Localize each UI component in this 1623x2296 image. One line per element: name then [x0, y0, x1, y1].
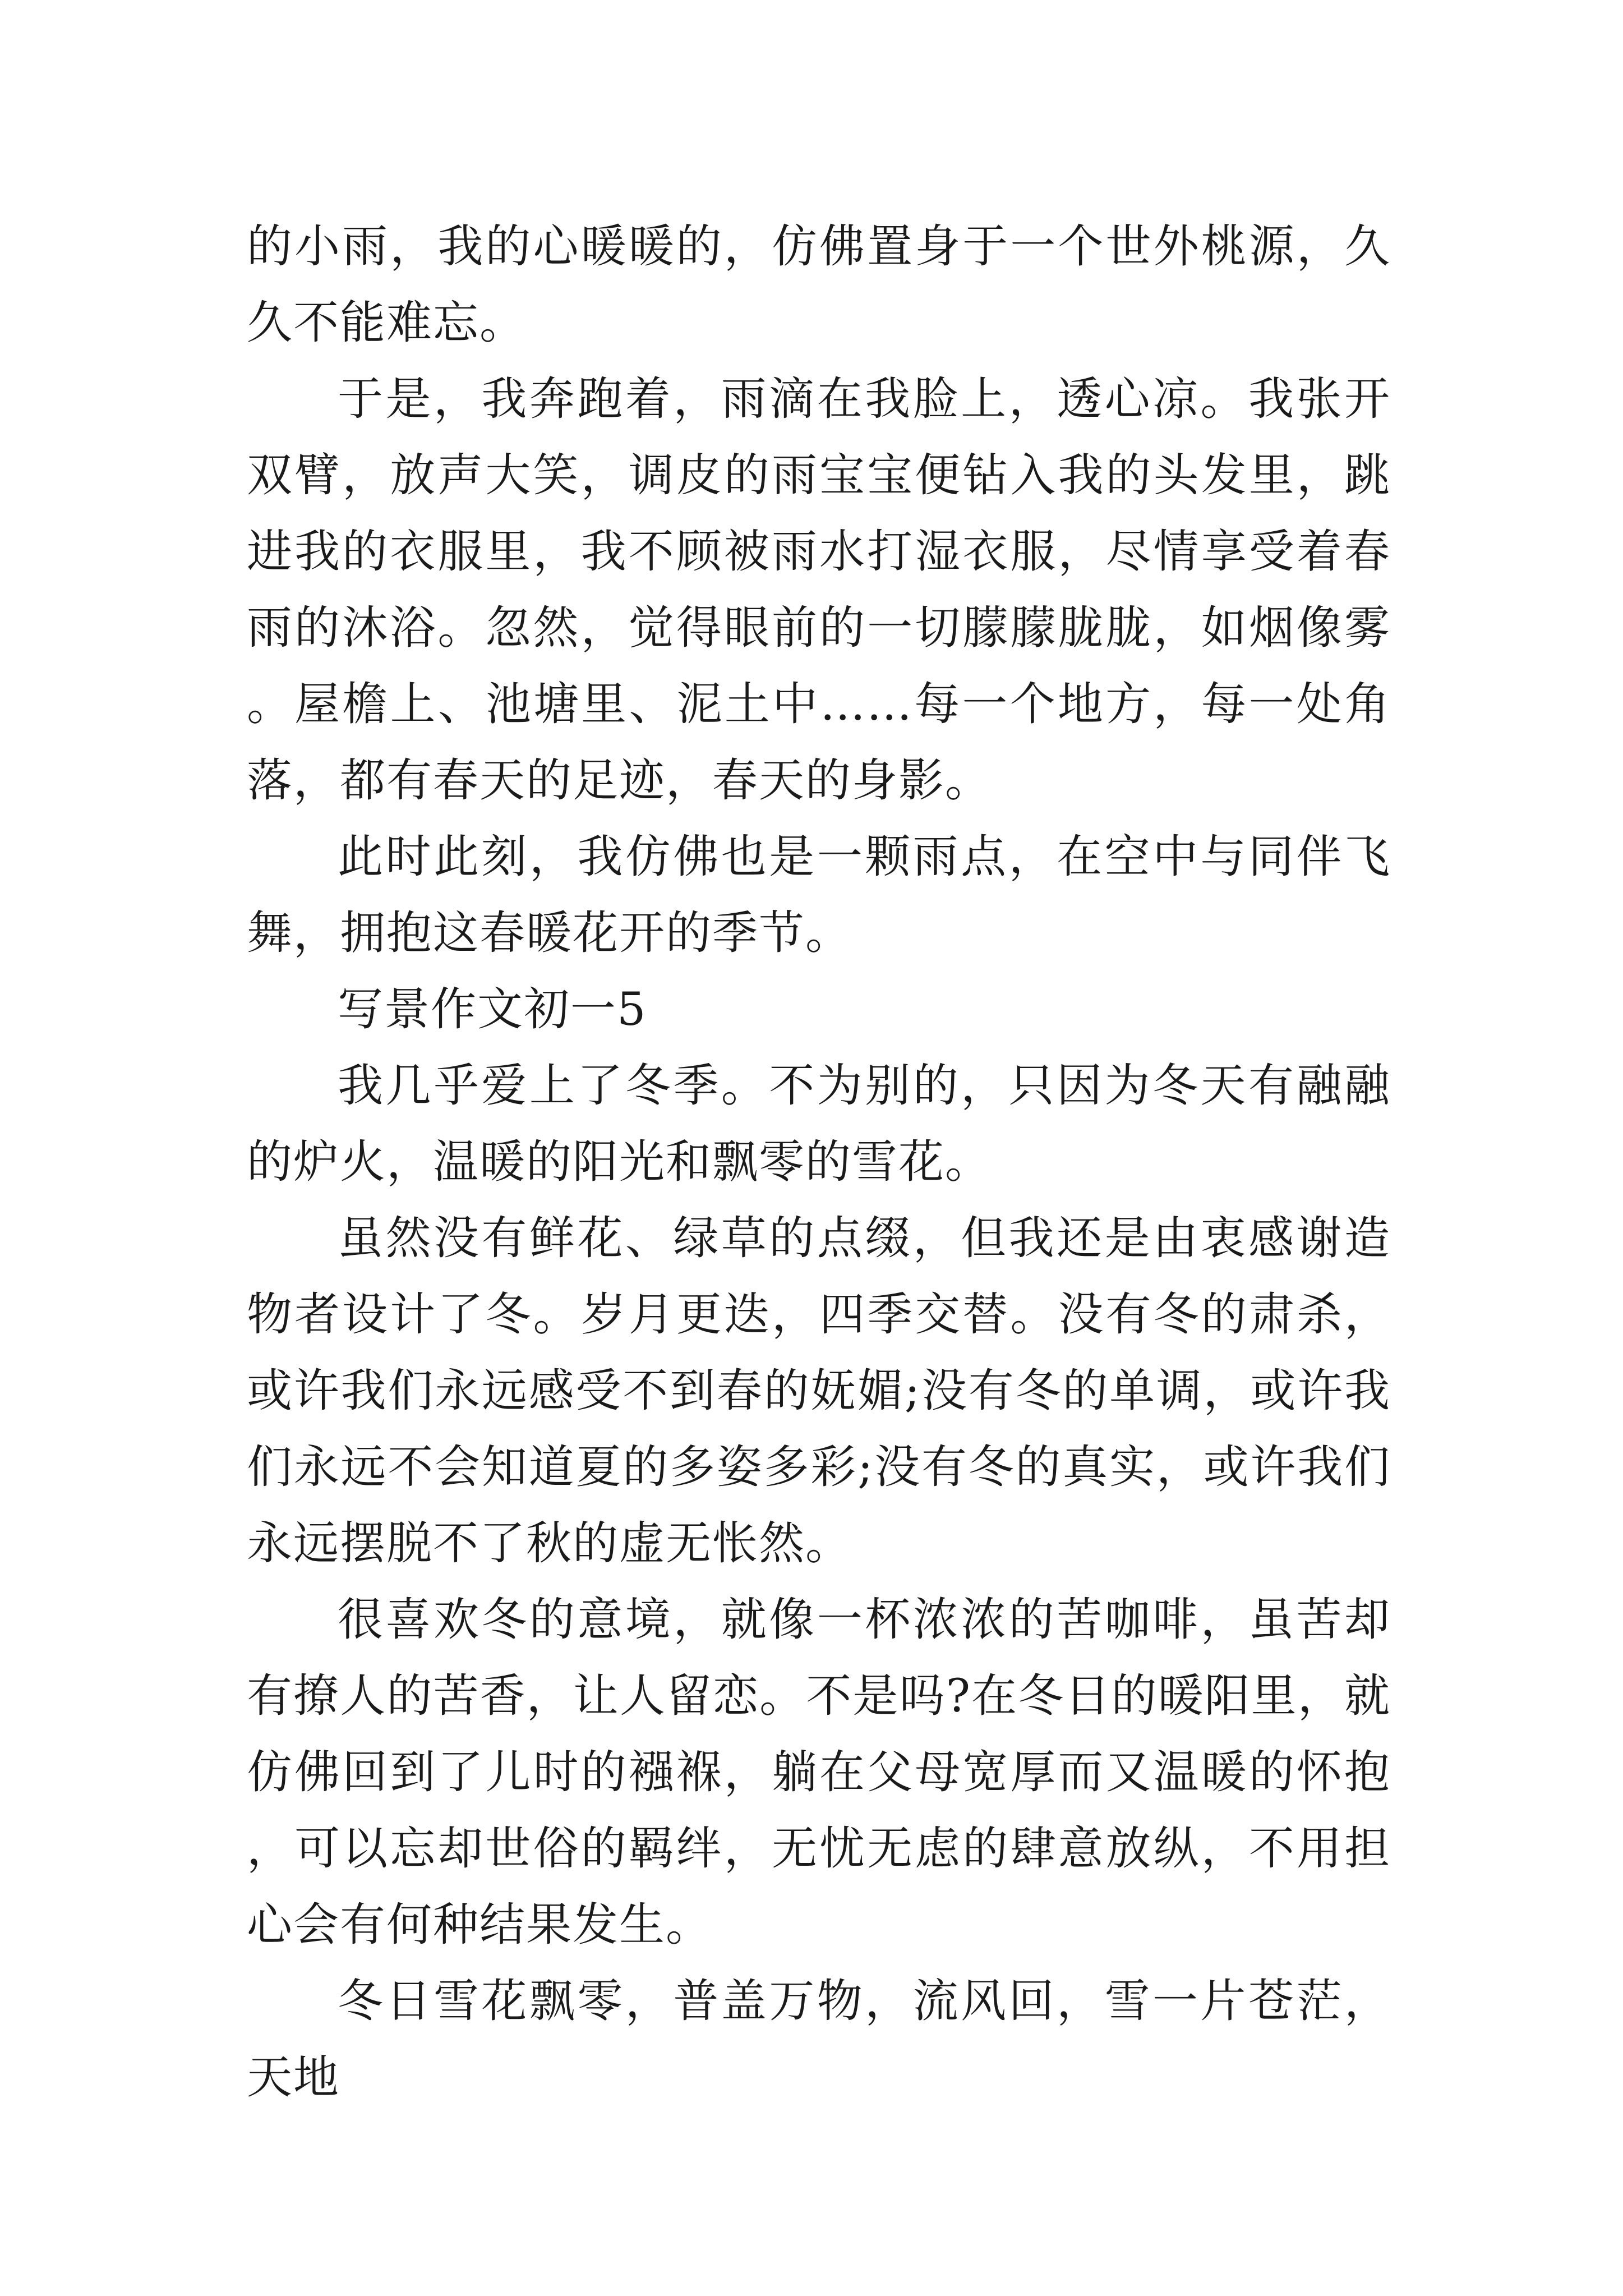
paragraph: 虽然没有鲜花、绿草的点缀，但我还是由衷感谢造物者设计了冬。岁月更迭，四季交替。没有冬的肃杀，或许我们永远感受不到春的妩媚;没有冬的单调，或许我们永远不会知道夏的多姿多彩;没有冬的真实，或许我们永远摆脱不了秋的虚无怅然。: [247, 1212, 1391, 1570]
paragraph-continuation: 的小雨，我的心暖暖的，仿佛置身于一个世外桃源，久久不能难忘。: [247, 220, 1391, 349]
paragraph: 冬日雪花飘零，普盖万物，流风回，雪一片苍茫，天地: [247, 1975, 1391, 2104]
document-body: [247, 209, 1391, 2116]
paragraph: 我几乎爱上了冬季。不为别的，只因为冬天有融融的炉火，温暖的阳光和飘零的雪花。: [247, 1060, 1391, 1189]
paragraph: 于是，我奔跑着，雨滴在我脸上，透心凉。我张开双臂，放声大笑，调皮的雨宝宝便钻入我的头发里，跳进我的衣服里，我不顾被雨水打湿衣服，尽情享受着春雨的沐浴。忽然，觉得眼前的一切朦朦胧胧，如烟像雾。屋檐上、池塘里、泥土中……每一个地方，每一处角落，都有春天的足迹，春天的身影。: [247, 373, 1391, 807]
paragraph: 此时此刻，我仿佛也是一颗雨点，在空中与同伴飞舞，拥抱这春暖花开的季节。: [247, 831, 1391, 960]
paragraph: 很喜欢冬的意境，就像一杯浓浓的苦咖啡，虽苦却有撩人的苦香，让人留恋。不是吗?在冬日的暖阳里，就仿佛回到了儿时的襁褓，躺在父母宽厚而又温暖的怀抱，可以忘却世俗的羁绊，无忧无虑的肆意放纵，不用担心会有何种结果发生。: [247, 1594, 1391, 1952]
section-heading: 写景作文初一5: [338, 983, 647, 1036]
